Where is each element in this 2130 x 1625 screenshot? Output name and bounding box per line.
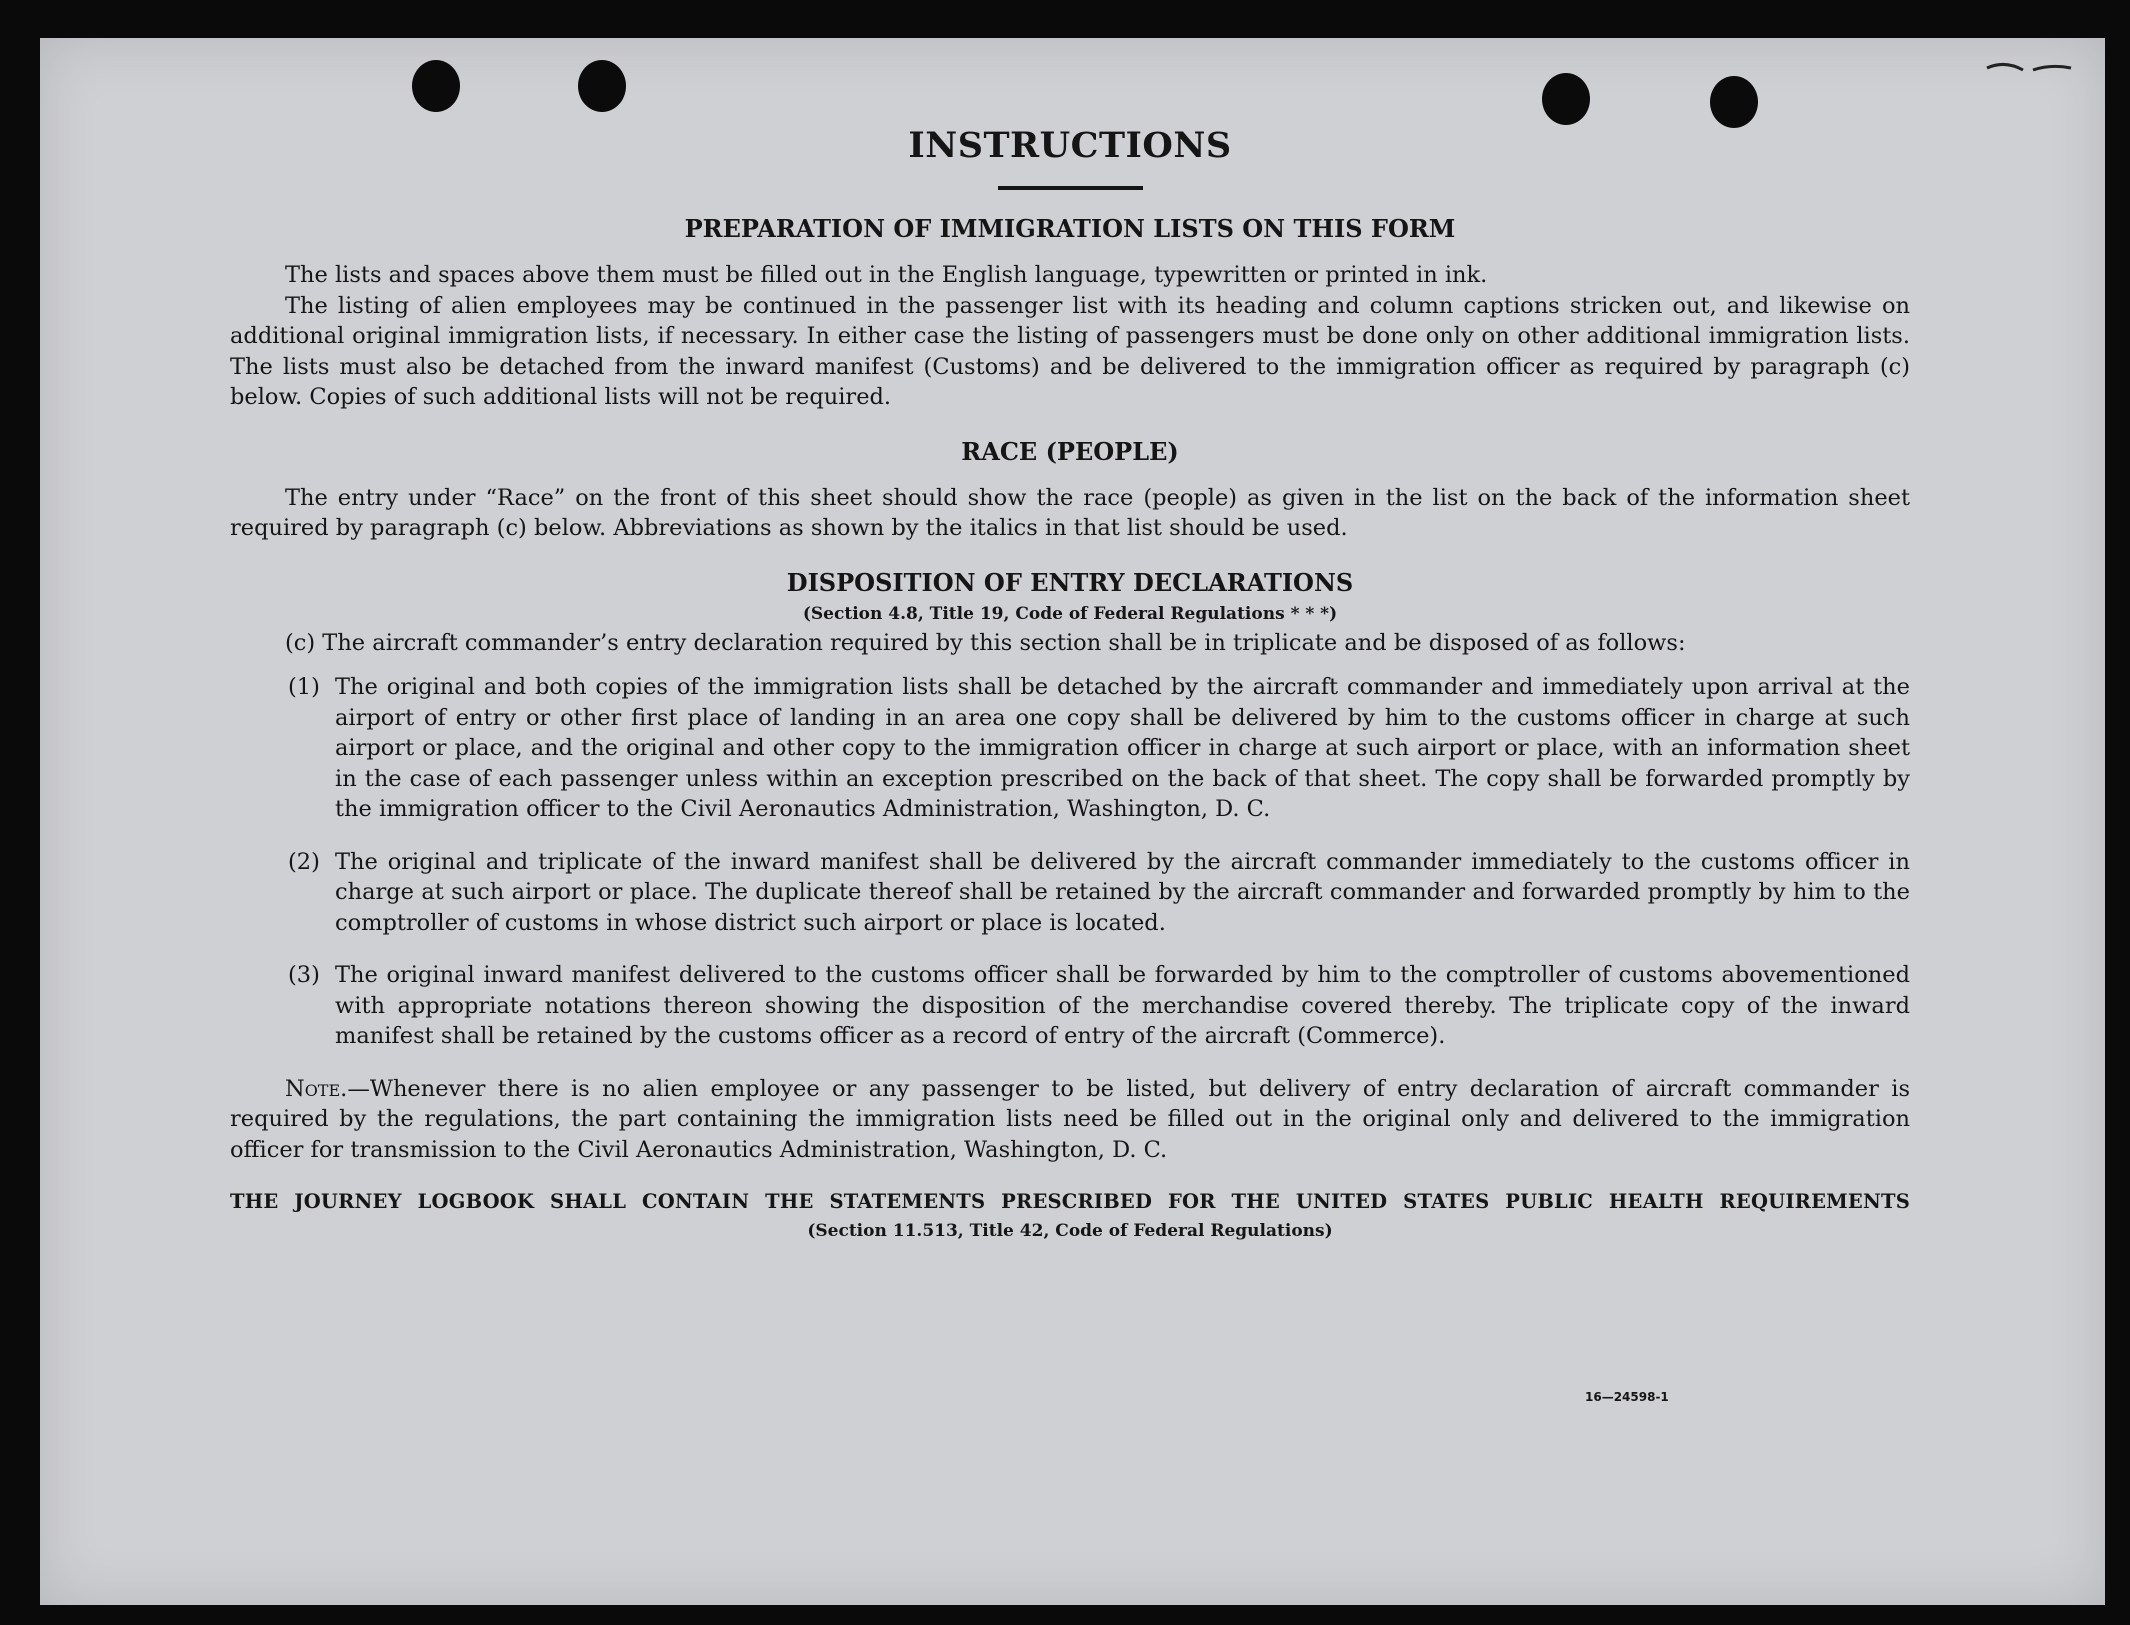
- item-text: The original and both copies of the immigration lists shall be detached by the aircraft commander and immediately upon arrival at the airport of entry or other first place of landing in an area one copy shall be delivered by him to the customs officer in charge at such airport or place, and the original and other copy to the immigration officer in charge at such airport or place, with an information sheet in the case of each passenger unless within an exception prescribed on the back of that sheet. The copy shall be forwarded promptly by the immigration officer to the Civil Aeronautics Administration, Washington, D. C.: [335, 674, 1910, 822]
- disposition-citation: (Section 4.8, Title 19, Code of Federal Regulations * * *): [802, 603, 1338, 624]
- disposition-item-1: [288, 672, 1910, 825]
- disposition-intro: (c) The aircraft commander’s entry declaration required by this section shall be in triplicate and be disposed of as follows:: [285, 629, 1686, 656]
- punch-hole: [412, 60, 460, 112]
- disposition-item-3: [288, 960, 1910, 1052]
- section-heading-preparation: PREPARATION OF IMMIGRATION LISTS ON THIS FORM: [684, 214, 1456, 243]
- race-paragraph: The entry under “Race” on the front of this sheet should show the race (people) as given in the list on the back of the information sheet required by paragraph (c) below. Abbreviations as shown by the italics in that list should be used.: [230, 484, 1910, 541]
- punch-hole: [1542, 73, 1590, 125]
- note-label: Note.: [285, 1075, 348, 1102]
- form-number: 16—24598-1: [1585, 1390, 1669, 1404]
- title-underline: [998, 186, 1143, 190]
- item-text: The original and triplicate of the inward manifest shall be delivered by the aircraft commander immediately to the customs officer in charge at such airport or place. The duplicate thereof shall be retained by the aircraft commander and forwarded promptly by him to the comptroller of customs in whose district such airport or place is located.: [335, 848, 1910, 936]
- footer-statement: THE JOURNEY LOGBOOK SHALL CONTAIN THE STATEMENTS PRESCRIBED FOR THE UNITED STATES PUBLIC HEALTH REQUIREMENTS: [230, 1190, 1910, 1213]
- document-page: [40, 38, 2105, 1605]
- disposition-item-2: [288, 847, 1910, 939]
- instructions-body: [230, 120, 1910, 1245]
- item-number: (1): [288, 674, 320, 700]
- item-number: (3): [288, 962, 320, 988]
- preparation-paragraph-2: The listing of alien employees may be continued in the passenger list with its heading and column captions stricken out, and likewise on additional original immigration lists, if necessary. In either case the listing of passengers must be done only on other additional immigration lists. The lists must also be detached from the inward manifest (Customs) and be delivered to the immigration officer as required by paragraph (c) below. Copies of such additional lists will not be required.: [230, 292, 1910, 410]
- section-heading-race: RACE (PEOPLE): [961, 436, 1179, 466]
- item-number: (2): [288, 848, 320, 875]
- footer-citation: (Section 11.513, Title 42, Code of Federal Regulations): [807, 1221, 1333, 1241]
- page-title: INSTRUCTIONS: [908, 125, 1232, 166]
- note-paragraph: [230, 1074, 1910, 1166]
- note-text: —Whenever there is no alien employee or any passenger to be listed, but delivery of entry declaration of aircraft commander is required by the regulations, the part containing the immigration lists need be filled out in the original only and delivered to the immigration officer for transmission to the Civil Aeronautics Administration, Washington, D. C.: [230, 1075, 1910, 1163]
- pen-mark-icon: [1985, 58, 2075, 78]
- item-text: The original inward manifest delivered to the customs officer shall be forwarded by him to the comptroller of customs abovementioned with appropriate notations thereon showing the disposition of the merchandise covered thereby. The triplicate copy of the inward manifest shall be retained by the customs officer as a record of entry of the aircraft (Commerce).: [335, 962, 1910, 1049]
- punch-hole: [578, 60, 626, 112]
- preparation-paragraph-1: The lists and spaces above them must be filled out in the English language, typewritten or printed in ink.: [285, 262, 1488, 288]
- section-heading-disposition: DISPOSITION OF ENTRY DECLARATIONS: [786, 567, 1354, 597]
